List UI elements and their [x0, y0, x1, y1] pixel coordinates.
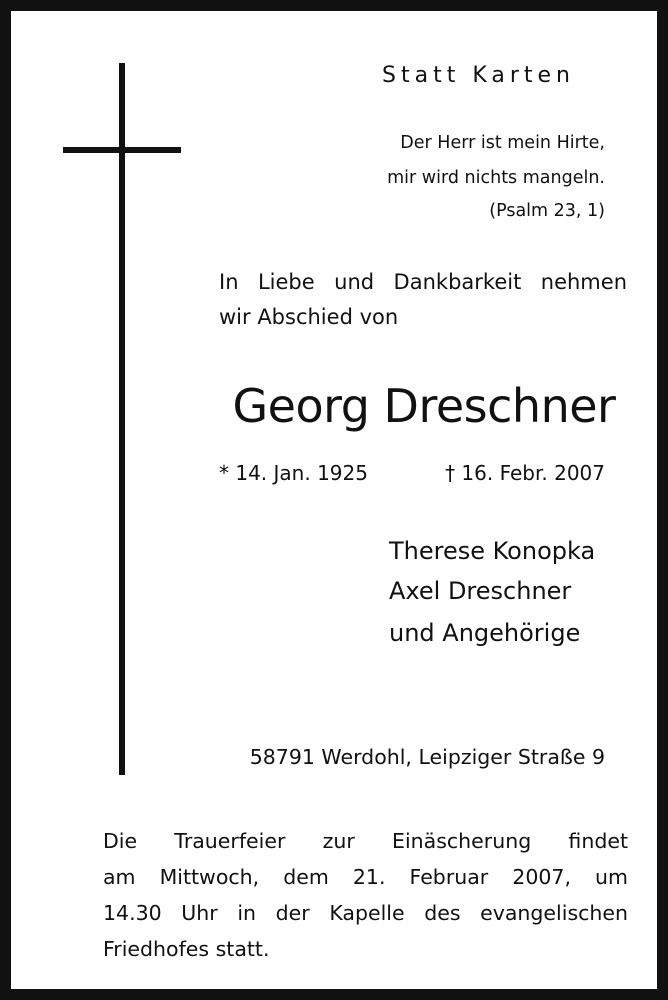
mourner-name: Therese Konopka [389, 537, 596, 565]
intro-line-2: wir Abschied von [219, 305, 399, 329]
funeral-line: 14.30 Uhr in der Kapelle des evangelischen [103, 901, 628, 925]
statt-karten-header: Statt Karten [382, 63, 575, 88]
intro-line-1: In Liebe und Dankbarkeit nehmen [219, 270, 627, 294]
deceased-name: Georg Dreschner [232, 379, 616, 433]
funeral-announcement [103, 823, 628, 967]
psalm-line-1: Der Herr ist mein Hirte, [400, 133, 605, 153]
funeral-line: am Mittwoch, dem 21. Februar 2007, um [103, 865, 628, 889]
mourner-name: und Angehörige [389, 619, 581, 647]
psalm-reference: (Psalm 23, 1) [489, 201, 605, 221]
funeral-line: Die Trauerfeier zur Einäscherung findet [103, 829, 628, 853]
family-address: 58791 Werdohl, Leipziger Straße 9 [249, 745, 605, 769]
psalm-line-2: mir wird nichts mangeln. [387, 168, 605, 188]
cross-vertical-bar [119, 63, 125, 775]
funeral-line: Friedhofes statt. [103, 937, 270, 961]
birth-date: * 14. Jan. 1925 [219, 461, 368, 485]
death-date: † 16. Febr. 2007 [445, 461, 605, 485]
mourner-name: Axel Dreschner [389, 577, 572, 605]
cross-horizontal-bar [63, 147, 181, 153]
